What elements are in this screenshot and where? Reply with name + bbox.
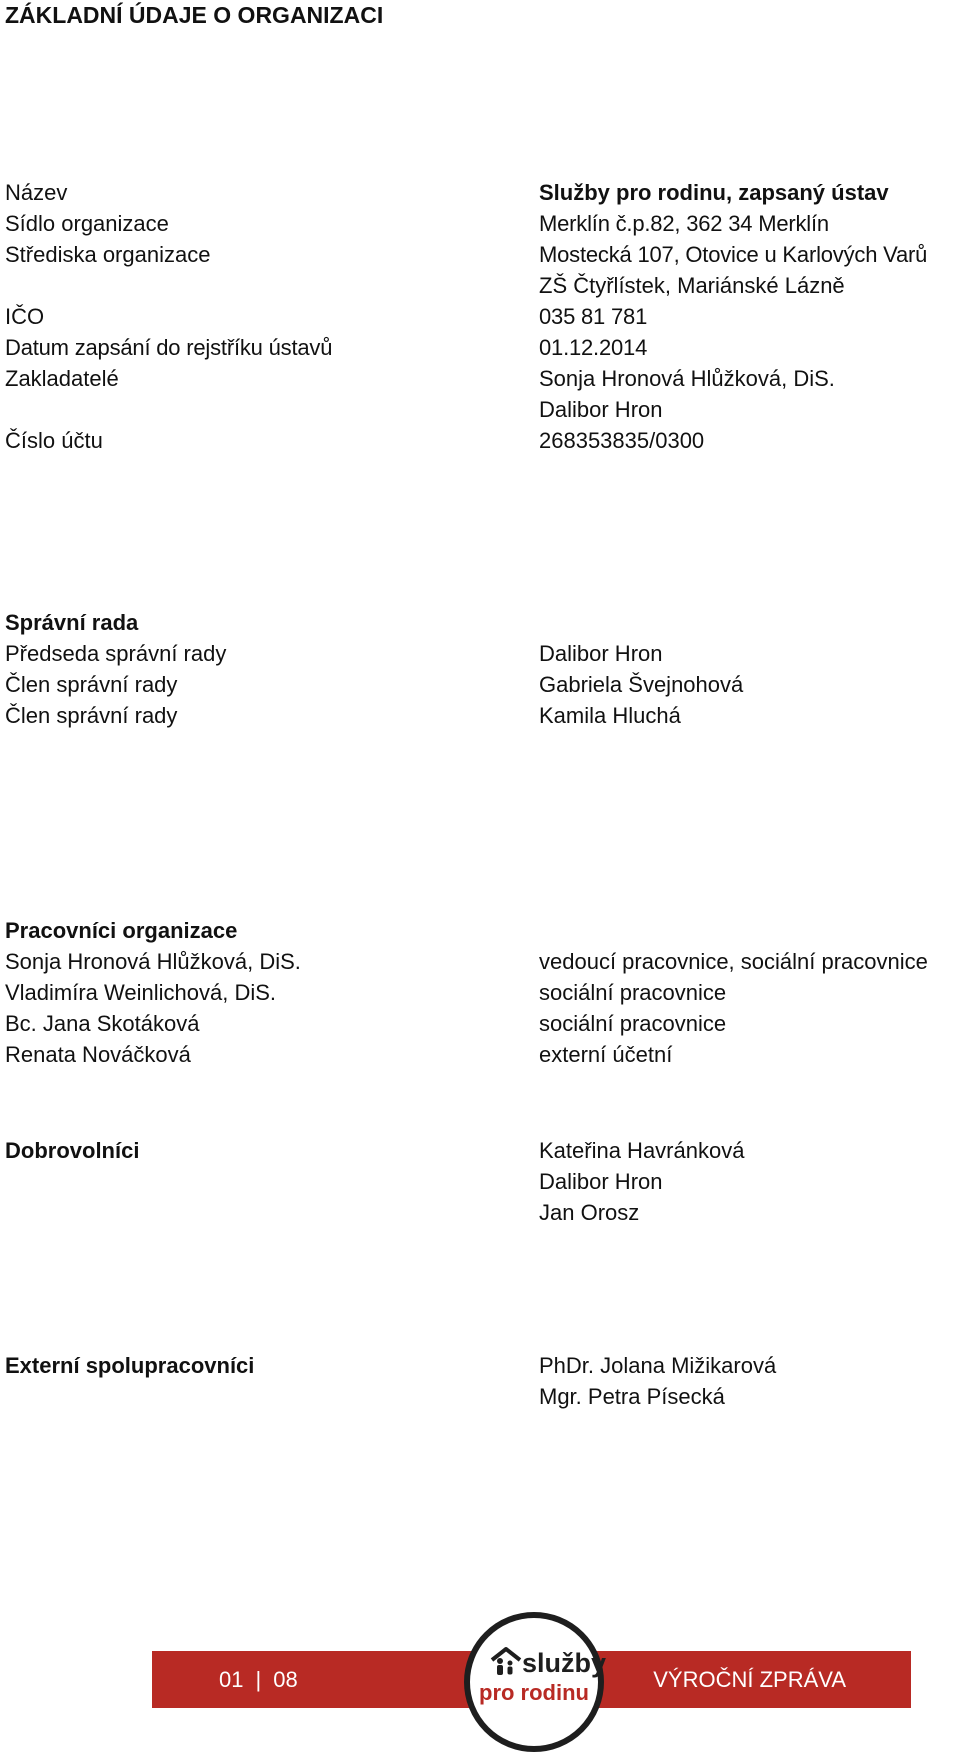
logo: [464, 1612, 607, 1752]
report-label: VÝROČNÍ ZPRÁVA: [653, 1667, 846, 1692]
nazev-value: Služby pro rodinu, zapsaný ústav: [539, 180, 889, 205]
ico-value: 035 81 781: [539, 304, 648, 329]
page-current: 01: [219, 1667, 244, 1692]
board-member: Dalibor Hron: [539, 641, 663, 666]
page-total: 08: [273, 1667, 298, 1692]
staff-position: externí účetní: [539, 1042, 673, 1067]
ucet-value: 268353835/0300: [539, 428, 705, 453]
zakladatele-value-1: Sonja Hronová Hlůžková, DiS.: [539, 366, 835, 391]
volunteer-name: Jan Orosz: [539, 1200, 640, 1225]
strediska-value-1: Mostecká 107, Otovice u Karlových Varů: [539, 242, 928, 267]
page-title: ZÁKLADNÍ ÚDAJE O ORGANIZACI: [5, 2, 384, 28]
external-name: PhDr. Jolana Mižikarová: [539, 1353, 777, 1378]
zakladatele-value-2: Dalibor Hron: [539, 397, 663, 422]
family-house-icon: [490, 1646, 522, 1676]
volunteers-heading: Dobrovolníci: [5, 1138, 140, 1163]
board-role: Předseda správní rady: [5, 641, 227, 666]
datum-value: 01.12.2014: [539, 335, 648, 360]
board-member: Kamila Hluchá: [539, 703, 681, 728]
logo-text-bottom: pro rodinu: [479, 1680, 589, 1705]
logo-text-top: služby: [522, 1648, 607, 1678]
staff-position: sociální pracovnice: [539, 1011, 727, 1036]
sidlo-label: Sídlo organizace: [5, 211, 169, 236]
board-member: Gabriela Švejnohová: [539, 672, 744, 697]
zakladatele-label: Zakladatelé: [5, 366, 119, 391]
ico-label: IČO: [5, 304, 45, 329]
staff-position: sociální pracovnice: [539, 980, 727, 1005]
board-role: Člen správní rady: [5, 672, 178, 697]
page-number: [219, 1651, 298, 1708]
staff-name: Renata Nováčková: [5, 1042, 191, 1067]
staff-name: Bc. Jana Skotáková: [5, 1011, 200, 1036]
strediska-value-2: ZŠ Čtyřlístek, Mariánské Lázně: [539, 273, 845, 298]
board-role: Člen správní rady: [5, 703, 178, 728]
external-heading: Externí spolupracovníci: [5, 1353, 255, 1378]
staff-heading: Pracovníci organizace: [5, 918, 238, 943]
strediska-label: Střediska organizace: [5, 242, 211, 267]
volunteer-name: Dalibor Hron: [539, 1169, 663, 1194]
ucet-label: Číslo účtu: [5, 428, 103, 453]
staff-name: Vladimíra Weinlichová, DiS.: [5, 980, 277, 1005]
volunteer-name: Kateřina Havránková: [539, 1138, 745, 1163]
datum-label: Datum zapsání do rejstříku ústavů: [5, 335, 333, 360]
nazev-label: Název: [5, 180, 68, 205]
page-separator: |: [255, 1667, 262, 1692]
sidlo-value: Merklín č.p.82, 362 34 Merklín: [539, 211, 829, 236]
board-heading: Správní rada: [5, 610, 139, 635]
staff-name: Sonja Hronová Hlůžková, DiS.: [5, 949, 301, 974]
external-name: Mgr. Petra Písecká: [539, 1384, 725, 1409]
staff-position: vedoucí pracovnice, sociální pracovnice: [539, 949, 928, 974]
